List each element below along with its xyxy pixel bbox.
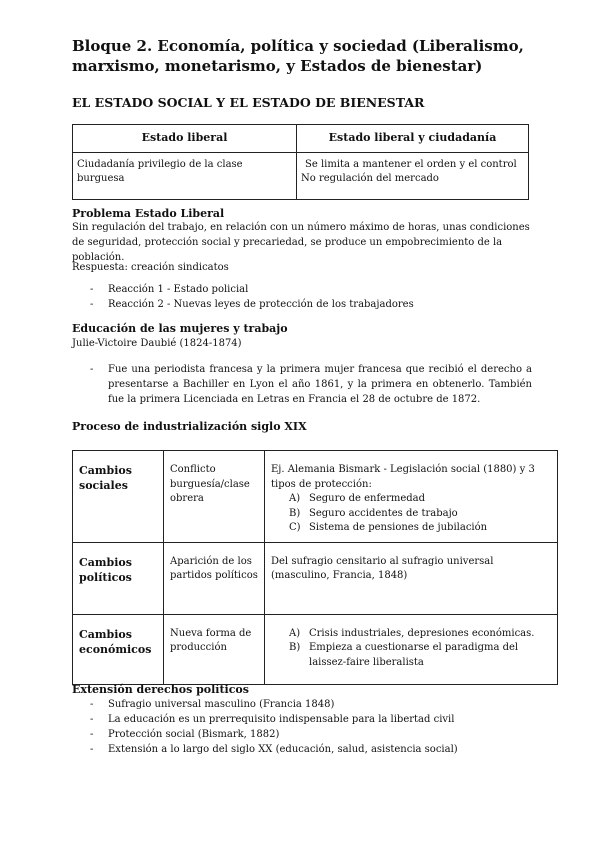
proceso-heading: Proceso de industrialización siglo XIX xyxy=(72,420,307,433)
extension-heading: Extensión derechos políticos xyxy=(72,683,249,696)
list-item: B) Seguro accidentes de trabajo xyxy=(289,507,458,519)
row-mid-politicos: Aparición de los partidos políticos xyxy=(164,542,265,614)
problema-text: Sin regulación del trabajo, en relación con un número máximo de horas, unas condiciones de seguridad, protección social y precariedad, se produce un empobrecimiento de la población. xyxy=(72,222,530,263)
document-title: Bloque 2. Economía, política y sociedad (Liberalismo, marxismo, monetarismo, y Estados de bienestar) xyxy=(72,37,524,75)
table-cell-ciudadania-privilegio: Ciudadanía privilegio de la clase burguesa xyxy=(73,152,297,199)
educacion-list xyxy=(72,362,532,407)
list-item: - Protección social (Bismark, 1882) xyxy=(72,727,532,742)
row-label-economicos: Cambios económicos xyxy=(73,614,164,684)
reacciones-list xyxy=(72,282,532,312)
person-name: Julie-Victoire Daubié (1824-1874) xyxy=(72,338,242,349)
row-label-politicos: Cambios políticos xyxy=(73,542,164,614)
row-right-politicos: Del sufragio censitario al sufragio universal (masculino, Francia, 1848) xyxy=(265,542,558,614)
list-item: C) Sistema de pensiones de jubilación xyxy=(289,522,488,533)
section-heading-estado-social: EL ESTADO SOCIAL Y EL ESTADO DE BIENESTAR xyxy=(72,95,425,110)
respuesta-text: Respuesta: creación sindicatos xyxy=(72,262,229,273)
protection-list xyxy=(271,492,551,536)
extension-list xyxy=(72,697,532,757)
economic-list xyxy=(271,627,551,671)
list-item: - Fue una periodista francesa y la primera mujer francesa que recibió el derecho a presentarse a Bachiller en Lyon el año 1861, y la primera en obtenerlo. También fue la primera Licenciada en Letras en Francia el 28 de octubre de 1872. xyxy=(72,362,532,407)
list-item: A) Crisis industriales, depresiones económicas. xyxy=(289,627,535,639)
industrializacion-table xyxy=(72,450,558,685)
row-mid-sociales: Conflicto burguesía/clase obrera xyxy=(164,451,265,543)
row-mid-economicos: Nueva forma de producción xyxy=(164,614,265,684)
list-item: A) Seguro de enfermedad xyxy=(289,493,426,504)
list-item: B) Empieza a cuestionarse el paradigma del laissez-faire liberalista xyxy=(289,642,519,668)
list-item: - Reacción 1 - Estado policial xyxy=(72,282,532,297)
cell-line: Se limita a mantener el orden y el control xyxy=(305,158,517,170)
cell-line: No regulación del mercado xyxy=(301,173,439,184)
educacion-heading: Educación de las mujeres y trabajo xyxy=(72,322,288,335)
list-item: - Reacción 2 - Nuevas leyes de protección de los trabajadores xyxy=(72,297,532,312)
cell-text: Ej. Alemania Bismark - Legislación social (1880) y 3 tipos de protección: xyxy=(271,464,535,490)
comparison-table xyxy=(72,124,529,200)
list-item: - Extensión a lo largo del siglo XX (educación, salud, asistencia social) xyxy=(72,742,532,757)
list-item: - Sufragio universal masculino (Francia 1848) xyxy=(72,697,532,712)
table-cell-limita xyxy=(297,152,529,199)
row-right-sociales xyxy=(265,451,558,543)
row-label-sociales: Cambios sociales xyxy=(73,451,164,543)
row-right-economicos xyxy=(265,614,558,684)
problema-heading: Problema Estado Liberal xyxy=(72,207,225,220)
table-header-estado-liberal: Estado liberal xyxy=(73,125,297,153)
list-item: - La educación es un prerrequisito indispensable para la libertad civil xyxy=(72,712,532,727)
table-header-ciudadania: Estado liberal y ciudadanía xyxy=(297,125,529,153)
